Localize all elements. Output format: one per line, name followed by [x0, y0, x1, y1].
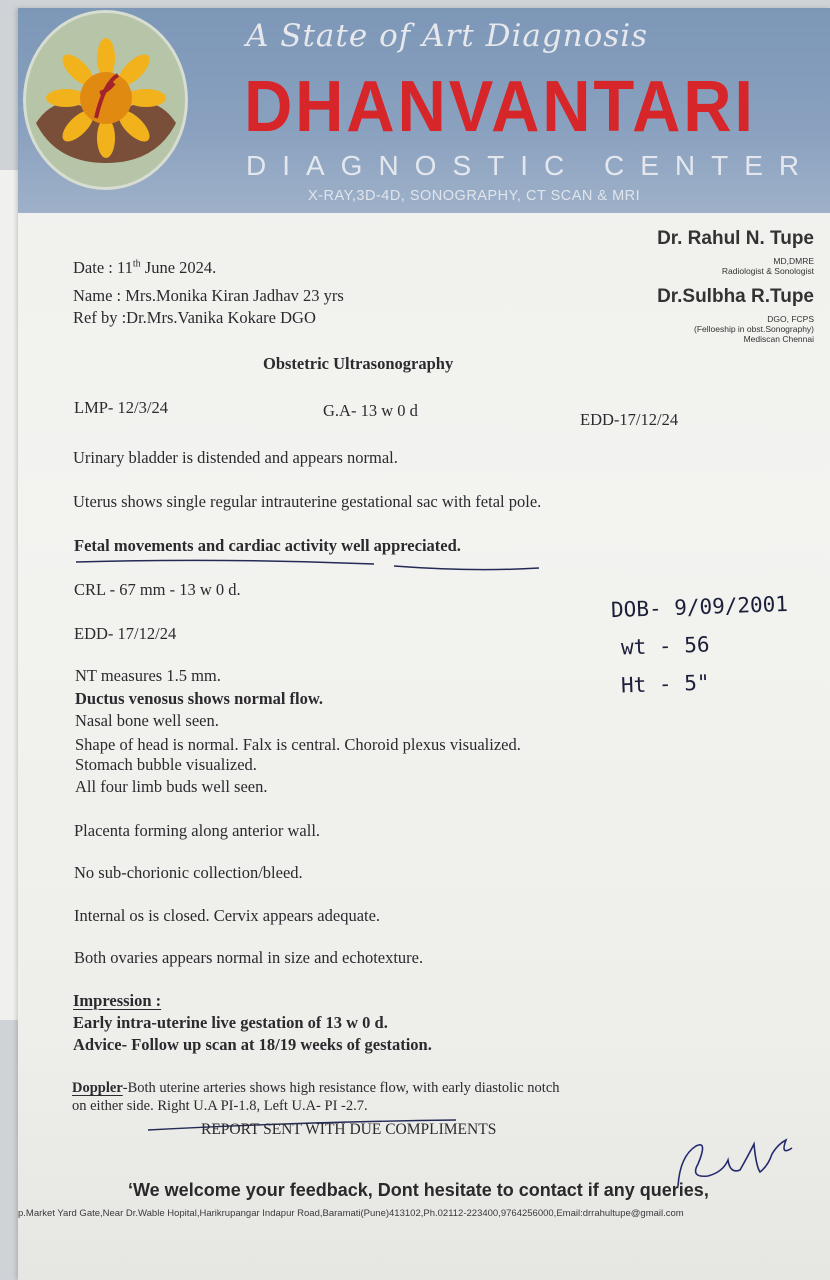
doppler-text: -Both uterine arteries shows high resistance flow, with early diastolic notch [122, 1080, 560, 1096]
doctor-1-degree: MD,DMRE [773, 256, 814, 266]
impression-label: Impression : [73, 991, 162, 1010]
ductus-venosus: Ductus venosus shows normal flow. [75, 689, 323, 708]
referred-by: Ref by :Dr.Mrs.Vanika Kokare DGO [73, 308, 316, 327]
handwritten-weight: wt - 56 [620, 632, 710, 660]
limb-buds: All four limb buds well seen. [75, 777, 268, 796]
stomach-bubble: Stomach bubble visualized. [75, 755, 257, 774]
finding-fetal-activity: Fetal movements and cardiac activity well appreciated. [74, 536, 461, 555]
head-shape: Shape of head is normal. Falx is central. Choroid plexus visualized. [75, 735, 521, 754]
letterhead [18, 8, 830, 213]
handwritten-height: Ht - 5" [620, 670, 710, 698]
finding-bladder: Urinary bladder is distended and appears normal. [73, 448, 398, 467]
doppler-line-2: on either side. Right U.A PI-1.8, Left U.A- PI -2.7. [72, 1098, 368, 1114]
ovaries: Both ovaries appears normal in size and echotexture. [74, 948, 424, 967]
doctor-2 [657, 286, 814, 344]
advice-text: Advice- Follow up scan at 18/19 weeks of gestation. [73, 1035, 432, 1054]
doppler-label: Doppler [72, 1080, 123, 1096]
edd-top: EDD-17/12/24 [580, 410, 679, 429]
doctor-2-fellowship: (Felloeship in obst.Sonography) [693, 324, 814, 334]
finding-uterus: Uterus shows single regular intrauterine gestational sac with fetal pole. [73, 492, 542, 511]
handwritten-dob: DOB- 9/09/2001 [610, 591, 789, 623]
impression-text: Early intra-uterine live gestation of 13 w 0 d. [73, 1013, 388, 1032]
nt-measurement: NT measures 1.5 mm. [75, 666, 221, 685]
clinic-subtitle: DIAGNOSTIC CENTER [246, 150, 816, 181]
patient-name: Name : Mrs.Monika Kiran Jadhav 23 yrs [73, 286, 344, 305]
internal-os: Internal os is closed. Cervix appears adequate. [74, 906, 381, 925]
report-paper [18, 8, 830, 1280]
handwritten-underline [74, 556, 544, 576]
sunflower-hands-icon [26, 13, 186, 188]
doctor-1-name: Dr. Rahul N. Tupe [657, 228, 814, 249]
doppler-line [72, 1080, 560, 1097]
crl: CRL - 67 mm - 13 w 0 d. [74, 580, 241, 599]
doctor-2-degree: DGO, FCPS [767, 314, 814, 324]
doctor-2-place: Mediscan Chennai [743, 334, 814, 344]
clinic-tagline: A State of Art Diagnosis [246, 18, 649, 54]
feedback-note: ‘We welcome your feedback, Dont hesitate to contact if any queries, [128, 1180, 709, 1200]
doctor-1 [657, 228, 814, 276]
doctor-2-name: Dr.Sulbha R.Tupe [657, 286, 814, 307]
clinic-name: DHANVANTARI [244, 67, 756, 147]
chorionic-collection: No sub-chorionic collection/bleed. [74, 863, 303, 882]
clinic-logo [23, 10, 188, 190]
clinic-address: p.Market Yard Gate,Near Dr.Wable Hopital,Harikrupangar Indapur Road,Baramati(Pune)413102,Ph.02112-223400,9764256000,Email:drrahultupe@gmail.com [18, 1208, 684, 1219]
report-sent-note: REPORT SENT WITH DUE COMPLIMENTS [201, 1121, 497, 1138]
doctor-1-role: Radiologist & Sonologist [721, 266, 814, 276]
report-title: Obstetric Ultrasonography [263, 354, 454, 373]
report-date: Date : 11th June 2024. [73, 258, 217, 277]
clinic-services: X-RAY,3D-4D, SONOGRAPHY, CT SCAN & MRI [308, 188, 641, 204]
lmp: LMP- 12/3/24 [74, 398, 168, 417]
nasal-bone: Nasal bone well seen. [75, 711, 219, 730]
placenta: Placenta forming along anterior wall. [74, 821, 321, 840]
gestational-age: G.A- 13 w 0 d [323, 401, 418, 420]
edd: EDD- 17/12/24 [74, 624, 177, 643]
